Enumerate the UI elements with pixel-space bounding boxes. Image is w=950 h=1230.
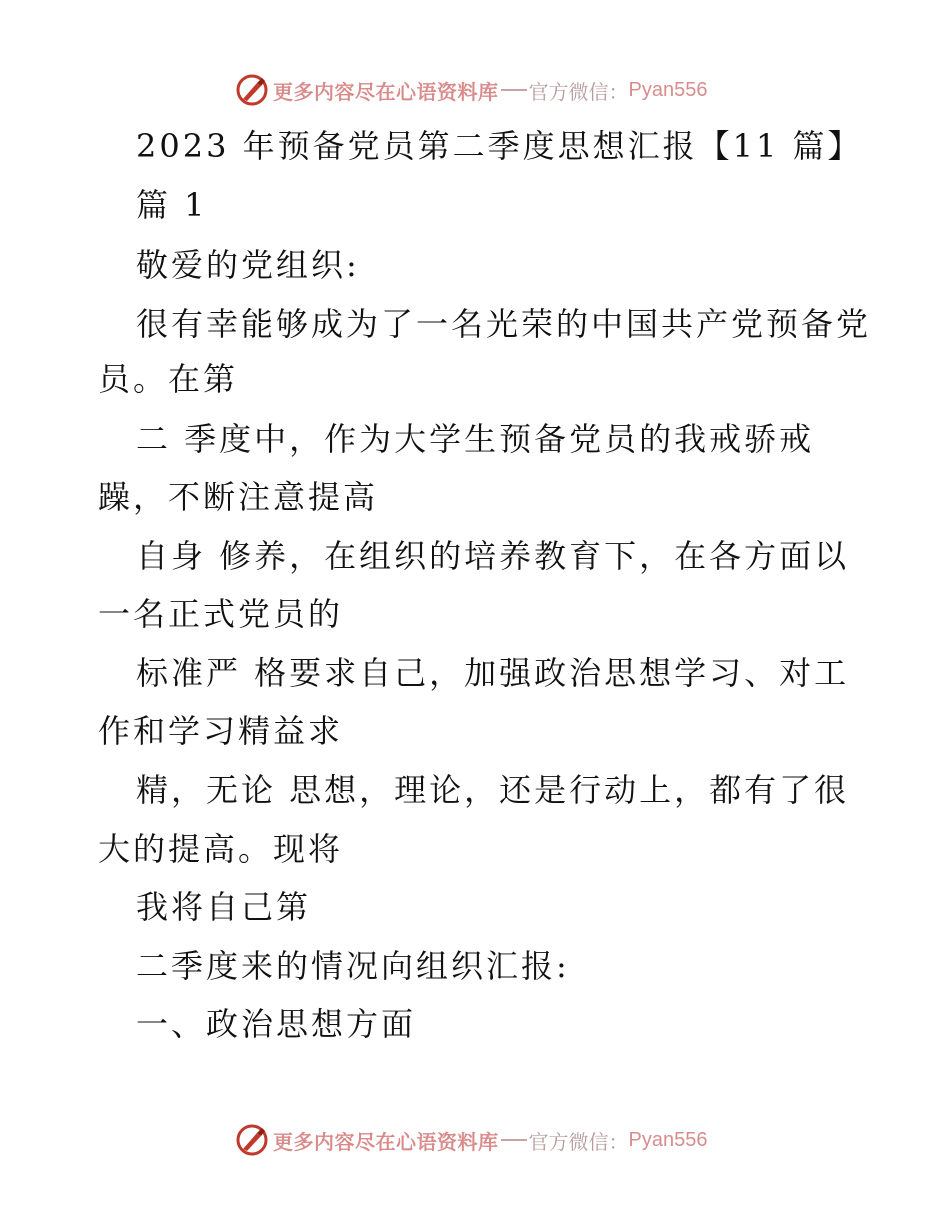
document-line: 很有幸能够成为了一名光荣的中国共产党预备党 [136, 305, 872, 343]
section-heading: 一、政治思想方面 [136, 1005, 417, 1043]
pen-logo-icon [235, 1123, 269, 1157]
document-title: 2023 年预备党员第二季度思想汇报【11 篇】 [136, 127, 863, 165]
document-line: 我将自己第 [136, 888, 312, 926]
watermark-wechat-id: Pyan556 [628, 78, 708, 101]
document-line: 二季度来的情况向组织汇报: [136, 947, 570, 985]
header-watermark [235, 73, 707, 107]
watermark-sub-text: 官方微信： [528, 1129, 629, 1154]
watermark-wechat-id: Pyan556 [628, 1128, 708, 1151]
footer-watermark [235, 1123, 707, 1157]
watermark-dash [501, 89, 527, 91]
pen-logo-icon [235, 73, 269, 107]
document-line: 精，无论 思想，理论，还是行动上，都有了很 [136, 771, 850, 809]
watermark-main-text: 更多内容尽在心语资料库 [273, 79, 499, 104]
document-line: 敬爱的党组织: [136, 246, 360, 284]
document-line: 一名正式党员的 [98, 595, 344, 633]
document-line: 作和学习精益求 [98, 712, 344, 750]
document-line: 大的提高。现将 [98, 830, 344, 868]
document-line: 二 季度中，作为大学生预备党员的我戒骄戒 [136, 420, 815, 458]
document-line: 员。在第 [98, 360, 239, 398]
watermark-main-text: 更多内容尽在心语资料库 [273, 1129, 499, 1154]
watermark-sub-text: 官方微信： [528, 79, 629, 104]
watermark-dash [501, 1139, 527, 1141]
document-line: 标准严 格要求自己，加强政治思想学习、对工 [136, 654, 850, 692]
document-line: 躁，不断注意提高 [98, 478, 379, 516]
document-line: 自身 修养，在组织的培养教育下，在各方面以 [136, 537, 850, 575]
document-line: 篇 1 [136, 186, 208, 224]
